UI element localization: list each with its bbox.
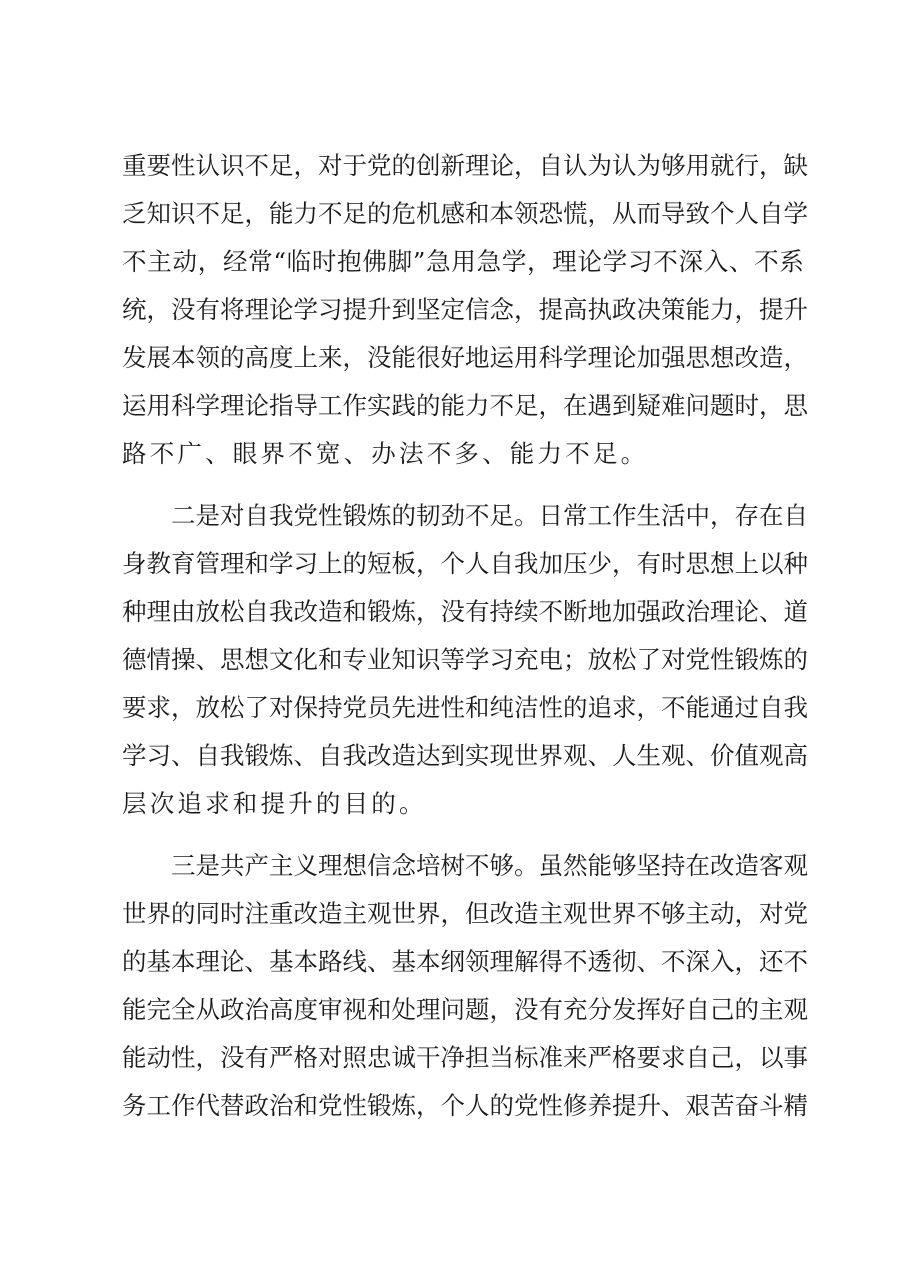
text-line: 种 理 由 放 松 自 我 改 造 和 锻 炼 ， 没 有 持 续 不 断 地 加 强 政 治 理 论 、 道 [122,597,808,626]
text-line: 世 界 的 同 时 注 重 改 造 主 观 世 界 ， 但 改 造 主 观 世 界 不 够 主 动 ， 对 党 [122,899,808,928]
text-line: 学 习 、 自 我 锻 炼 、 自 我 改 造 达 到 实 现 世 界 观 、 人 生 观 、 价 值 观 高 [122,741,808,770]
text-line: 路不广、眼界不宽、办法不多、能力不足。 [122,439,649,468]
text-line: 乏 知 识 不 足 ， 能 力 不 足 的 危 机 感 和 本 领 恐 慌 ， 从 而 导 致 个 人 自 学 [122,199,808,228]
text-line: 务 工 作 代 替 政 治 和 党 性 锻 炼 ， 个 人 的 党 性 修 养 提 升 、 艰 苦 奋 斗 精 [122,1091,808,1120]
text-line: 不 主 动 ， 经 常 “ 临 时 抱 佛 脚 ” 急 用 急 学 ， 理 论 学 习 不 深 入 、 不 系 [122,247,804,276]
text-line: 的 基 本 理 论 、 基 本 路 线 、 基 本 纲 领 理 解 得 不 透 彻 、 不 深 入 ， 还 不 [122,947,808,976]
text-line: 运 用 科 学 理 论 指 导 工 作 实 践 的 能 力 不 足 ， 在 遇 到 疑 难 问 题 时 ， 思 [122,391,808,420]
text-line: 能 动 性 ， 没 有 严 格 对 照 忠 诚 干 净 担 当 标 准 来 严 格 要 求 自 己 ， 以 事 [122,1043,808,1072]
text-line: 能 完 全 从 政 治 高 度 审 视 和 处 理 问 题 ， 没 有 充 分 发 挥 好 自 己 的 主 观 [122,995,808,1024]
text-line: 重 要 性 认 识 不 足 ， 对 于 党 的 创 新 理 论 ， 自 认 为 认 为 够 用 就 行 ， 缺 [122,151,808,180]
text-line: 德 情 操 、 思 想 文 化 和 专 业 知 识 等 学 习 充 电 ； 放 松 了 对 党 性 锻 炼 的 [122,645,808,674]
text-line: 要 求 ， 放 松 了 对 保 持 党 员 先 进 性 和 纯 洁 性 的 追 求 ， 不 能 通 过 自 我 [122,693,808,722]
text-line: 三 是 共 产 主 义 理 想 信 念 培 树 不 够 。 虽 然 能 够 坚 持 在 改 造 客 观 [171,851,808,880]
text-line: 二 是 对 自 我 党 性 锻 炼 的 韧 劲 不 足 。 日 常 工 作 生 活 中 ， 存 在 自 [171,501,808,530]
text-line: 层次追求和提升的目的。 [122,789,427,818]
text-line: 发 展 本 领 的 高 度 上 来 ， 没 能 很 好 地 运 用 科 学 理 论 加 强 思 想 改 造 ， [122,343,808,372]
text-line: 身 教 育 管 理 和 学 习 上 的 短 板 ， 个 人 自 我 加 压 少 ， 有 时 思 想 上 以 种 [122,549,808,578]
text-line: 统 ， 没 有 将 理 论 学 习 提 升 到 坚 定 信 念 ， 提 高 执 政 决 策 能 力 ， 提 升 [122,295,808,324]
